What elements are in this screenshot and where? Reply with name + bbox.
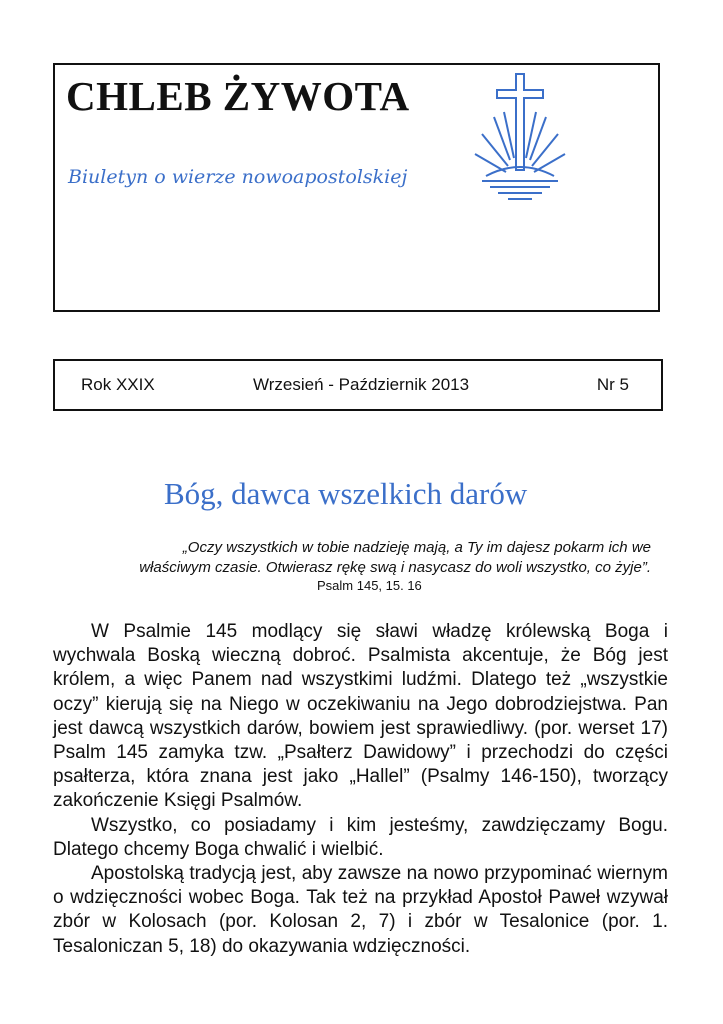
issue-year: Rok XXIX: [81, 375, 155, 394]
quote-line: „Oczy wszystkich w tobie nadzieję mają, a Ty im dajesz pokarm ich we: [182, 539, 651, 556]
issue-date: Wrzesień - Październik 2013: [253, 375, 470, 394]
paragraph: Apostolską tradycją jest, aby zawsze na nowo przypominać wiernym o wdzięczności wobec Boga. Tak też na przykład Apostoł Paweł wzywał zbór w Kolosach (por. Kolosan 2, 7) i zbór w Tesalonice (por. 1. Tesaloniczan 5, 18) do okazywania wdzięczności.: [53, 863, 668, 957]
paragraph: Wszystko, co posiadamy i kim jesteśmy, zawdzięczamy Bogu. Dlatego chcemy Boga chwalić i wielbić.: [53, 814, 668, 860]
bulletin-subtitle: Biuletyn o wierze nowoapostolskiej: [68, 166, 408, 188]
article-title: Bóg, dawca wszelkich darów: [164, 476, 528, 511]
quote-reference: Psalm 145, 15. 16: [317, 578, 422, 593]
epigraph-quote: [51, 538, 651, 578]
quote-line: właściwym czasie. Otwierasz rękę swą i nasycasz do woli wszystko, co żyje”.: [139, 559, 651, 576]
issue-info-bar: [53, 359, 663, 411]
cross-sunrise-icon: [472, 72, 568, 202]
bulletin-title: CHLEB ŻYWOTA: [66, 73, 410, 119]
article-body: [53, 620, 668, 959]
issue-number: Nr 5: [596, 375, 629, 394]
paragraph: W Psalmie 145 modlący się sławi władzę królewską Boga i wychwala Boską wieczną dobroć. Psalmista akcentuje, że Bóg jest królem, a więc Panem nad wszystkimi ludźmi. Dlatego też „wszystkie oczy” kierują się na Niego w oczekiwaniu na Jego dobrodziejstwa. Pan jest dawcą wszystkich darów, bowiem jest sprawiedliwy. (por. werset 17) Psalm 145 zamyka tzw. „Psałterz Dawidowy” i przechodzi do części psałterza, która znana jest jako „Hallel” (Psalmy 146-150), tworzący zakończenie Księgi Psalmów.: [53, 621, 668, 812]
